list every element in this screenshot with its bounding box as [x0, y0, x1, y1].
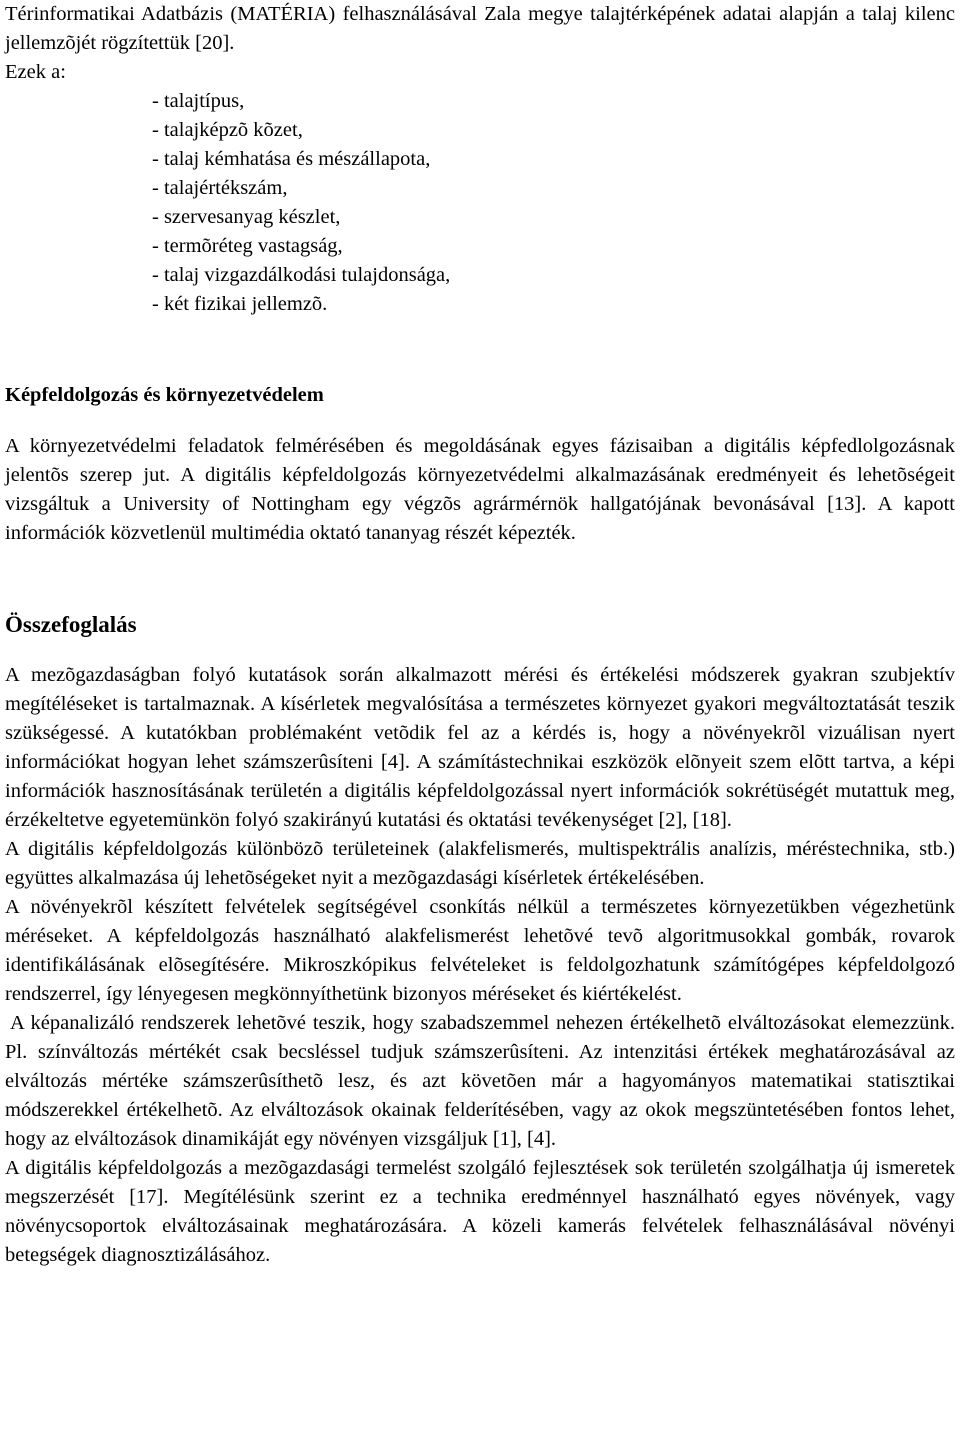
list-item: - talajtípus,: [152, 90, 245, 112]
list-item: - talaj vizgazdálkodási tulajdonsága,: [152, 264, 451, 286]
summary-paragraph-2: A digitális képfeldolgozás különbözõ területeinek (alakfelismerés, multispektrális analízis, méréstechnika, stb.) együttes alkalmazása új lehetõségeket nyit a mezõgazdasági kísérletek értékelésében.: [5, 838, 955, 889]
list-item: - két fizikai jellemzõ.: [152, 293, 328, 315]
soil-characteristics-list: [5, 87, 955, 319]
list-item: - talaj kémhatása és mészállapota,: [152, 148, 431, 170]
document-page: [5, 0, 955, 1270]
image-processing-paragraph: A környezetvédelmi feladatok felmérésében és megoldásának egyes fázisaiban a digitális képfedlolgozásnak jelentõs szerep jut. A digitális képfeldolgozás környezetvédelmi alkalmazásának eredményeit és lehetõségeit vizsgáltuk a University of Nottingham egy végzõs agrármérnök hallgatójának bevonásával [13]. A kapott információk közvetlenül multimédia oktató tananyag részét képezték.: [5, 435, 955, 544]
intro-paragraph: Térinformatikai Adatbázis (MATÉRIA) felhasználásával Zala megye talajtérképének adatai alapján a talaj kilenc jellemzõjét rögzítettük [20].: [5, 3, 955, 54]
summary-paragraph-1: A mezõgazdaságban folyó kutatások során alkalmazott mérési és értékelési módszerek gyakran szubjektív megítéléseket is tartalmaznak. A kísérletek megvalósítása a természetes környezet gyakori megváltoztatását teszik szükségessé. A kutatókban problémaként vetõdik fel az a kérdés is, hogy a növényekrõl vizuálisan nyert információkat hogyan lehet számszerûsíteni [4]. A számítástechnikai eszközök elõnyeit szem elõtt tartva, a képi információk hasznosításának területén a digitális képfeldolgozással nyert információk sokrétüségét mutattuk meg, érzékeltetve egyetemünkön folyó szakirányú kutatási és oktatási tevékenységet [2], [18].: [5, 664, 955, 831]
list-item: - termõréteg vastagság,: [152, 235, 343, 257]
summary-paragraph-3: A növényekrõl készített felvételek segítségével csonkítás nélkül a természetes környezetükben végezhetünk méréseket. A képfeldolgozás használható alakfelismerést lehetõvé tevõ algoritmusokkal gombák, rovarok identifikálásának elõsegítésére. Mikroszkópikus felvételeket is feldolgozhatunk számítógépes képfeldolgozó rendszerrel, így lényegesen megkönnyíthetünk bizonyos méréseket és kiértékelést.: [5, 896, 955, 1005]
list-intro-text: Ezek a:: [5, 61, 66, 83]
list-item: - talajképzõ kõzet,: [152, 119, 303, 141]
list-item: - szervesanyag készlet,: [152, 206, 341, 228]
section-heading-image-processing: Képfeldolgozás és környezetvédelem: [5, 384, 324, 406]
list-item: - talajértékszám,: [152, 177, 288, 199]
summary-paragraph-5: A digitális képfeldolgozás a mezõgazdasági termelést szolgáló fejlesztések sok területén szolgálhatja új ismeretek megszerzését [17]. Megítélésünk szerint ez a technika eredménnyel használható egyes növények, vagy növénycsoportok elváltozásainak meghatározására. A közeli kamerás felvételek felhasználásával növényi betegségek diagnosztizálásához.: [5, 1157, 955, 1266]
summary-paragraph-4: A képanalizáló rendszerek lehetõvé teszik, hogy szabadszemmel nehezen értékelhetõ elváltozásokat elemezzünk. Pl. színváltozás mértékét csak becsléssel tudjuk számszerûsíteni. Az intenzitási értékek meghatározásával az elváltozás mértéke számszerûsíthetõ lesz, és azt követõen már a hagyományos matematikai statisztikai módszerekkel értékelhetõ. Az elváltozások okainak felderítésében, vagy az okok megszüntetésében fontos lehet, hogy az elváltozások dinamikáját egy növényen vizsgáljuk [1], [4].: [5, 1012, 955, 1150]
section-heading-summary: Összefoglalás: [5, 612, 137, 637]
